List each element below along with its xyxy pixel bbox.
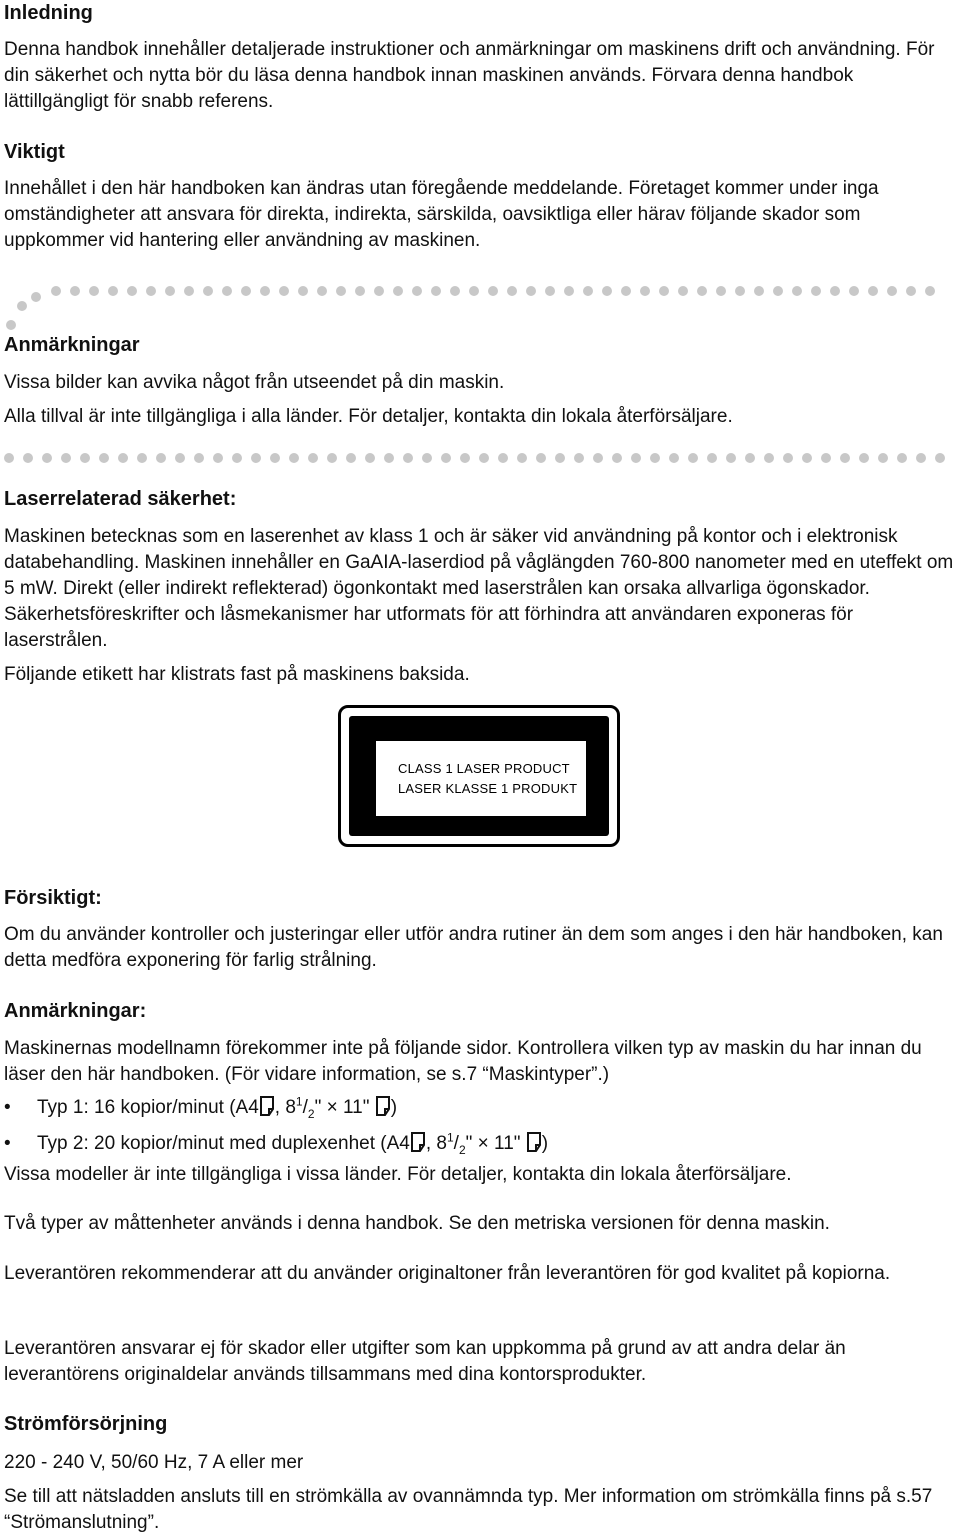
separator-dot (194, 453, 204, 463)
separator-dot (31, 292, 41, 302)
separator-dot (650, 453, 660, 463)
important-heading: Viktigt (4, 141, 65, 163)
laser-label-text-area (376, 741, 586, 816)
separator-dot (593, 453, 603, 463)
separator-dot (925, 286, 935, 296)
dotted-separator-icon (0, 450, 960, 466)
caution-body: Om du använder kontroller och justeringar eller utför andra rutiner än dem som anges i den här handboken, kan detta medföra exponering för farlig strålning. (4, 924, 943, 971)
separator-dot (545, 286, 555, 296)
separator-dot (327, 453, 337, 463)
separator-dot (422, 453, 432, 463)
power-body: Se till att nätsladden ansluts till en strömkälla av ovannämnda typ. Mer information om strömkälla finns på s.57 “Strömanslutning”. (4, 1486, 933, 1533)
separator-dot (906, 286, 916, 296)
size-11: 11" (337, 1097, 370, 1118)
separator-dot (659, 286, 669, 296)
remarks-body: Maskinernas modellnamn förekommer inte på följande sidor. Kontrollera vilken typ av maskin du har innan du läser den här handboken. (För vidare information, se s.7 “Maskintyper”.) (4, 1038, 922, 1085)
separator-dot (127, 286, 137, 296)
paper-orientation-icon (526, 1130, 542, 1163)
size-11: 11" (488, 1133, 521, 1154)
separator-dot (260, 286, 270, 296)
separator-dot (460, 453, 470, 463)
separator-dot (669, 453, 679, 463)
separator-dot (821, 453, 831, 463)
separator-dot (773, 286, 783, 296)
separator-dot (42, 453, 52, 463)
separator-dot (146, 286, 156, 296)
liability-note: Leverantören ansvarar ej för skador eller utgifter som kan uppkomma på grund av att andra delar än leverantörens originaldelar används tillsammans med dina kontorsprodukter. (4, 1338, 846, 1385)
separator-dot (764, 453, 774, 463)
separator-dot (564, 286, 574, 296)
laser-heading: Laserrelaterad säkerhet: (4, 488, 237, 510)
size-numerator: 1 (446, 1130, 454, 1145)
separator-dot (583, 286, 593, 296)
separator-dot (621, 286, 631, 296)
list-item-type-1: • Typ 1: 16 kopior/minut (A4 , $8^1/_2$" × 11" ) (4, 1091, 956, 1127)
power-spec: 220 - 240 V, 50/60 Hz, 7 A eller mer (4, 1452, 304, 1473)
size-comma: , 8 (425, 1133, 447, 1154)
separator-dot (479, 453, 489, 463)
separator-dot (308, 453, 318, 463)
separator-dot (61, 453, 71, 463)
separator-dot (279, 286, 289, 296)
size-comma: , 8 (274, 1097, 296, 1118)
separator-dot (859, 453, 869, 463)
separator-dot (526, 286, 536, 296)
separator-dot (574, 453, 584, 463)
separator-dot (469, 286, 479, 296)
separator-dot (849, 286, 859, 296)
list-item-type-2: • Typ 2: 20 kopior/minut med duplexenhet (A4 , $8^1/_2$" × 11" ) (4, 1127, 956, 1163)
separator-dot (887, 286, 897, 296)
dotted-separator-icon (0, 280, 960, 330)
paper-orientation-icon (375, 1094, 391, 1127)
remarks-heading: Anmärkningar: (4, 1000, 147, 1022)
paper-orientation-icon (259, 1094, 275, 1127)
intro-heading: Inledning (4, 2, 93, 24)
laser-label-line-1: CLASS 1 LASER PRODUCT (398, 761, 570, 776)
separator-dot (878, 453, 888, 463)
notes-line-1: Vissa bilder kan avvika något från utseendet på din maskin. (4, 372, 505, 393)
separator-dot (118, 453, 128, 463)
separator-dot (232, 453, 242, 463)
separator-dot (783, 453, 793, 463)
separator-dot (688, 453, 698, 463)
separator-dot (631, 453, 641, 463)
separator-dot (935, 453, 945, 463)
times-symbol: × (477, 1133, 489, 1154)
separator-dot (70, 286, 80, 296)
caution-heading: Försiktigt: (4, 887, 102, 909)
type-2-text: Typ 2: 20 kopior/minut med duplexenhet (A4 (37, 1133, 410, 1154)
separator-dot (412, 286, 422, 296)
separator-dot (80, 453, 90, 463)
separator-dot (868, 286, 878, 296)
separator-dot (726, 453, 736, 463)
separator-dot (4, 453, 14, 463)
separator-dot (754, 286, 764, 296)
separator-dot (23, 453, 33, 463)
separator-dot (403, 453, 413, 463)
separator-dot (678, 286, 688, 296)
size-inch: " (465, 1133, 478, 1154)
separator-dot (251, 453, 261, 463)
separator-dot (184, 286, 194, 296)
separator-dot (89, 286, 99, 296)
units-note: Två typer av måttenheter används i denna handbok. Se den metriska versionen för denna maskin. (4, 1213, 830, 1234)
type-1-text: Typ 1: 16 kopior/minut (A4 (37, 1097, 259, 1118)
size-denominator: 2 (307, 1106, 315, 1121)
separator-dot (393, 286, 403, 296)
intro-body: Denna handbok innehåller detaljerade instruktioner och anmärkningar om maskinens drift och användning. För din säkerhet och nytta bör du läsa denna handbok innan maskinen används. Förvara denna handbok lättillgängligt för snabb referens. (4, 39, 935, 112)
separator-dot (346, 453, 356, 463)
separator-dot (897, 453, 907, 463)
separator-dot (811, 286, 821, 296)
separator-dot (137, 453, 147, 463)
separator-dot (517, 453, 527, 463)
separator-dot (716, 286, 726, 296)
separator-dot (640, 286, 650, 296)
separator-dot (450, 286, 460, 296)
separator-dot (488, 286, 498, 296)
bullet-icon: • (4, 1133, 11, 1154)
separator-dot (165, 286, 175, 296)
separator-dot (156, 453, 166, 463)
separator-dot (336, 286, 346, 296)
power-heading: Strömförsörjning (4, 1413, 168, 1435)
laser-label-border (349, 716, 609, 836)
separator-dot (431, 286, 441, 296)
laser-label-intro: Följande etikett har klistrats fast på maskinens baksida. (4, 664, 470, 685)
separator-dot (203, 286, 213, 296)
separator-dot (51, 286, 61, 296)
separator-dot (384, 453, 394, 463)
separator-dot (612, 453, 622, 463)
separator-dot (707, 453, 717, 463)
separator-dot (365, 453, 375, 463)
size-inch: " (314, 1097, 327, 1118)
separator-dot (241, 286, 251, 296)
machine-type-list (4, 1091, 956, 1163)
separator-dot (916, 453, 926, 463)
close-paren: ) (541, 1133, 549, 1154)
notes-line-2: Alla tillval är inte tillgängliga i alla länder. För detaljer, kontakta din lokala återförsäljare. (4, 406, 733, 427)
separator-dot (802, 453, 812, 463)
separator-dot (355, 286, 365, 296)
laser-label-line-2: LASER KLASSE 1 PRODUKT (398, 781, 578, 796)
separator-dot (17, 301, 27, 311)
separator-dot (99, 453, 109, 463)
times-symbol: × (326, 1097, 338, 1118)
separator-dot (555, 453, 565, 463)
separator-dot (108, 286, 118, 296)
separator-dot (317, 286, 327, 296)
separator-dot (441, 453, 451, 463)
size-denominator: 2 (458, 1142, 466, 1157)
laser-class-label (338, 705, 620, 847)
separator-dot (175, 453, 185, 463)
laser-body: Maskinen betecknas som en laserenhet av klass 1 och är säker vid användning på kontor och i elektronisk databehandling. Maskinen innehåller en GaAIA-laserdiod på våglängden 760-800 nanometer med en uteffekt om 5 mW. Direkt (eller indirekt reflekterad) ögonkontakt med laserstrålen kan orsaka allvarliga ögonskador. Säkerhetsföreskrifter och låsmekanismer har utformats för att förhindra att användaren exponeras för laserstrålen. (4, 526, 954, 651)
separator-dot (830, 286, 840, 296)
availability-note: Vissa modeller är inte tillgängliga i vissa länder. För detaljer, kontakta din lokala återförsäljare. (4, 1164, 792, 1185)
close-paren: ) (390, 1097, 398, 1118)
separator-dot (213, 453, 223, 463)
separator-dot (602, 286, 612, 296)
separator-dot (840, 453, 850, 463)
separator-dot (735, 286, 745, 296)
separator-dot (745, 453, 755, 463)
separator-dot (792, 286, 802, 296)
separator-dot (536, 453, 546, 463)
separator-dot (270, 453, 280, 463)
separator-dot (222, 286, 232, 296)
important-body: Innehållet i den här handboken kan ändras utan föregående meddelande. Företaget kommer under inga omständigheter att ansvara för direkta, indirekta, särskilda, oavsiktliga eller härav följande skador som uppkommer vid hantering eller användning av maskinen. (4, 178, 879, 251)
paper-orientation-icon (410, 1130, 426, 1163)
separator-dot (289, 453, 299, 463)
recommend-note: Leverantören rekommenderar att du använder originaltoner från leverantören för god kvalitet på kopiorna. (4, 1263, 891, 1284)
separator-dot (374, 286, 384, 296)
separator-dot (507, 286, 517, 296)
separator-dot (298, 286, 308, 296)
separator-dot (697, 286, 707, 296)
notes-heading: Anmärkningar (4, 334, 140, 356)
bullet-icon: • (4, 1097, 11, 1118)
separator-dot (498, 453, 508, 463)
dotted-separator-top (0, 280, 960, 330)
size-numerator: 1 (295, 1094, 303, 1109)
separator-dot (6, 320, 16, 330)
dotted-separator-bottom (0, 450, 960, 466)
